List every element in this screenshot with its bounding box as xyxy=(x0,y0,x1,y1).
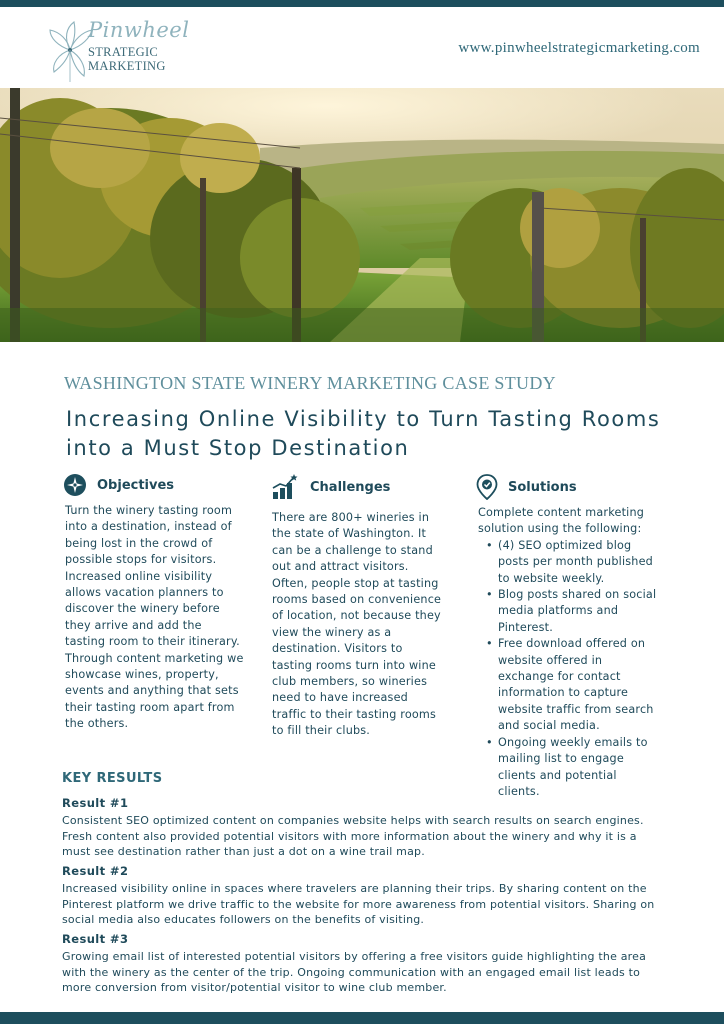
result-text: Consistent SEO optimized content on companies website helps with search results on search engines. Fresh content also provided potential visitors with more information about the winery and why it is a must see destination rather than just a dot on a wine trail map. xyxy=(62,814,644,859)
objectives-title: Objectives xyxy=(97,478,175,493)
result-title: Result #3 xyxy=(62,932,129,946)
solutions-item: • Ongoing weekly emails to mailing list to engage clients and potential clients. xyxy=(486,735,658,801)
objectives-text: Turn the winery tasting room into a destination, instead of being lost in the crowd of possible stops for visitors. Increased online visibility allows vacation planners to discover the winery before they arrive and add the tasting room to their itinerary. Through content marketing we showcase wines, property, events and anything that sets their tasting room apart from the others. xyxy=(65,504,244,731)
growth-chart-icon xyxy=(272,474,298,500)
challenges-header xyxy=(272,474,452,504)
result-block xyxy=(62,864,662,928)
logo-line-strategic: STRATEGIC xyxy=(88,45,159,59)
result-text: Increased visibility online in spaces where travelers are planning their trips. By sharing content on the Pinterest platform we drive traffic to the website for more awareness from potential visitors. Sharing on social media also educates followers on the benefits of visiting. xyxy=(62,882,655,927)
objectives-section xyxy=(64,474,254,731)
result-title: Result #1 xyxy=(62,796,129,810)
brand-logo[interactable] xyxy=(44,16,190,82)
key-results-heading: KEY RESULTS xyxy=(62,771,163,786)
challenges-text: There are 800+ wineries in the state of Washington. It can be a challenge to stand out and attract visitors. Often, people stop at tasting rooms based on convenience of location, not because they view the winery as a destination. Visitors to tasting rooms turn into wine club members, so wineries need to have increased traffic to their tasting rooms to fill their clubs. xyxy=(272,511,442,738)
objectives-header xyxy=(64,474,254,504)
logo-line-marketing: MARKETING xyxy=(88,59,166,73)
challenges-section xyxy=(272,474,452,738)
solutions-body xyxy=(478,505,658,800)
solutions-item: • Free download offered on website offered in exchange for contact information to capture website traffic from search and social media. xyxy=(486,636,658,734)
logo-script-text: Pinwheel xyxy=(88,18,190,42)
solutions-item: • (4) SEO optimized blog posts per month published to website weekly. xyxy=(486,538,658,587)
result-block xyxy=(62,796,662,860)
case-study-kicker: WASHINGTON STATE WINERY MARKETING CASE STUDY xyxy=(64,373,556,393)
solutions-item: • Blog posts shared on social media platforms and Pinterest. xyxy=(486,587,658,636)
location-pin-icon xyxy=(476,474,498,500)
result-block xyxy=(62,932,662,996)
website-link[interactable]: www.pinwheelstrategicmarketing.com xyxy=(458,40,700,56)
result-text: Growing email list of interested potential visitors by offering a free visitors guide highlighting the area with the winery as the center of the trip. Ongoing communication with an engaged email list leads to more conversion from visitor/potential visitor to wine club member. xyxy=(62,950,647,995)
solutions-header xyxy=(476,474,666,504)
solutions-section xyxy=(476,474,666,798)
compass-icon xyxy=(64,474,86,496)
top-accent-bar xyxy=(0,0,724,7)
solutions-title: Solutions xyxy=(508,480,577,495)
hero-vineyard-image xyxy=(0,88,724,342)
bottom-accent-bar xyxy=(0,1012,724,1024)
challenges-title: Challenges xyxy=(310,480,391,495)
page-title: Increasing Online Visibility to Turn Tasting Rooms into a Must Stop Destination xyxy=(66,407,661,460)
solutions-list xyxy=(486,538,658,801)
solutions-intro: Complete content marketing solution using the following: xyxy=(478,506,645,536)
vineyard-photo xyxy=(0,88,724,342)
result-title: Result #2 xyxy=(62,864,129,878)
